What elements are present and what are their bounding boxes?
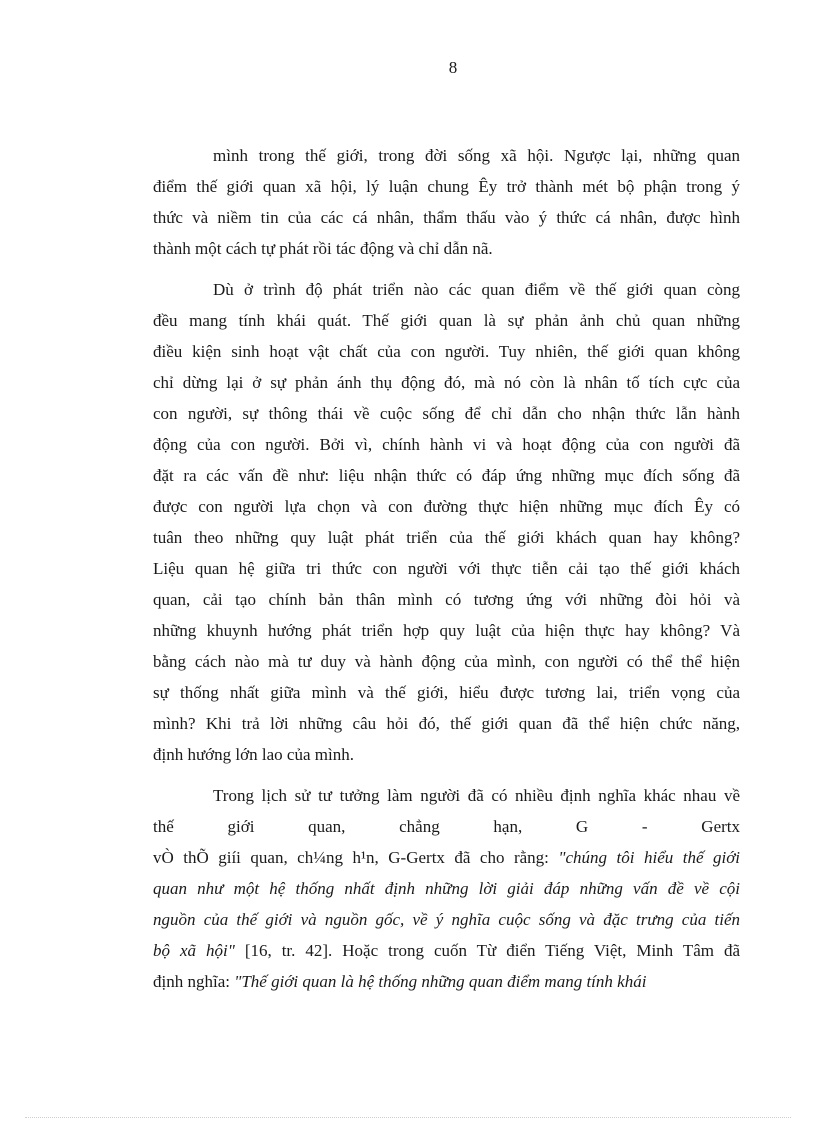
text-line: quan, cải tạo chính bản thân mình có tương ứng với những đòi hỏi và xyxy=(153,590,740,609)
paragraph-2 xyxy=(153,274,740,770)
quote-run: bộ xã hội" xyxy=(153,941,235,960)
text-line: những khuynh hướng phát triển hợp quy luật của hiện thực hay không? Và xyxy=(153,621,740,640)
text-line-mixed xyxy=(153,966,740,997)
text-line: thức và niềm tin của các cá nhân, thẩm thấu vào ý thức cá nhân, được hình xyxy=(153,208,740,227)
text-line: điều kiện sinh hoạt vật chất của con người. Tuy nhiên, thế giới quan không xyxy=(153,342,740,361)
citation-run: [16, tr. 42]. Hoặc trong cuốn Từ điển Tiếng Việt, Minh Tâm đã xyxy=(234,941,740,960)
footer-divider xyxy=(25,1117,791,1118)
text-line-mixed xyxy=(153,842,740,873)
text-line: Trong lịch sử tư tưởng làm người đã có nhiều định nghĩa khác nhau về xyxy=(213,786,740,805)
quote-line: nguồn của thế giới và nguồn gốc, về ý nghĩa cuộc sống và đặc trưng của tiến xyxy=(153,910,740,929)
text-line: đều mang tính khái quát. Thế giới quan là sự phản ảnh chủ quan những xyxy=(153,311,740,330)
quote-run: "chúng tôi hiểu thế giới xyxy=(558,848,740,867)
text-line: Dù ở trình độ phát triển nào các quan điểm về thế giới quan còng xyxy=(213,280,740,299)
text-line: được con người lựa chọn và con đường thực hiện những mục đích Êy có xyxy=(153,497,740,516)
text-line: thế giới quan, chẳng hạn, G - Gertx xyxy=(153,817,740,836)
text-line: thành một cách tự phát rồi tác động và chỉ dẫn nã. xyxy=(153,239,493,258)
text-line: Liệu quan hệ giữa tri thức con người với thực tiễn cải tạo thế giới khách xyxy=(153,559,740,578)
text-line: đặt ra các vấn đề như: liệu nhận thức có đáp ứng những mục đích sống đã xyxy=(153,466,740,485)
text-line: tuân theo những quy luật phát triển của thế giới khách quan hay không? xyxy=(153,528,740,547)
text-line: định hướng lớn lao của mình. xyxy=(153,745,354,764)
text-line: mình trong thế giới, trong đời sống xã hội. Ngược lại, những quan xyxy=(213,146,740,165)
text-run: định nghĩa: xyxy=(153,972,235,991)
paragraph-1 xyxy=(153,140,740,264)
text-line: mình? Khi trả lời những câu hỏi đó, thế giới quan đã thể hiện chức năng, xyxy=(153,714,740,733)
text-line-mixed xyxy=(153,935,740,966)
text-line: điểm thế giới quan xã hội, lý luận chung Êy trở thành mét bộ phận trong ý xyxy=(153,177,740,196)
text-run: vÒ thÕ giíi quan, ch¼ng h¹n, G-Gertx đã cho rằng: xyxy=(153,848,559,867)
text-line: sự thống nhất giữa mình và thế giới, hiểu được tương lai, triển vọng của xyxy=(153,683,740,702)
text-line: động của con người. Bởi vì, chính hành vi và hoạt động của con người đã xyxy=(153,435,740,454)
page-number: 8 xyxy=(448,58,458,77)
quote-line: quan như một hệ thống nhất định những lời giải đáp những vấn đề về cội xyxy=(153,879,740,898)
document-body xyxy=(153,140,740,1007)
text-line: chỉ dừng lại ở sự phản ánh thụ động đó, mà nó còn là nhân tố tích cực của xyxy=(153,373,740,392)
text-line: con người, sự thông thái về cuộc sống để chỉ dẫn cho nhận thức lẫn hành xyxy=(153,404,740,423)
paragraph-3 xyxy=(153,780,740,997)
quote-run: "Thế giới quan là hệ thống những quan điểm mang tính khái xyxy=(234,972,647,991)
text-line: bằng cách nào mà tư duy và hành động của mình, con người có thể thể hiện xyxy=(153,652,740,671)
